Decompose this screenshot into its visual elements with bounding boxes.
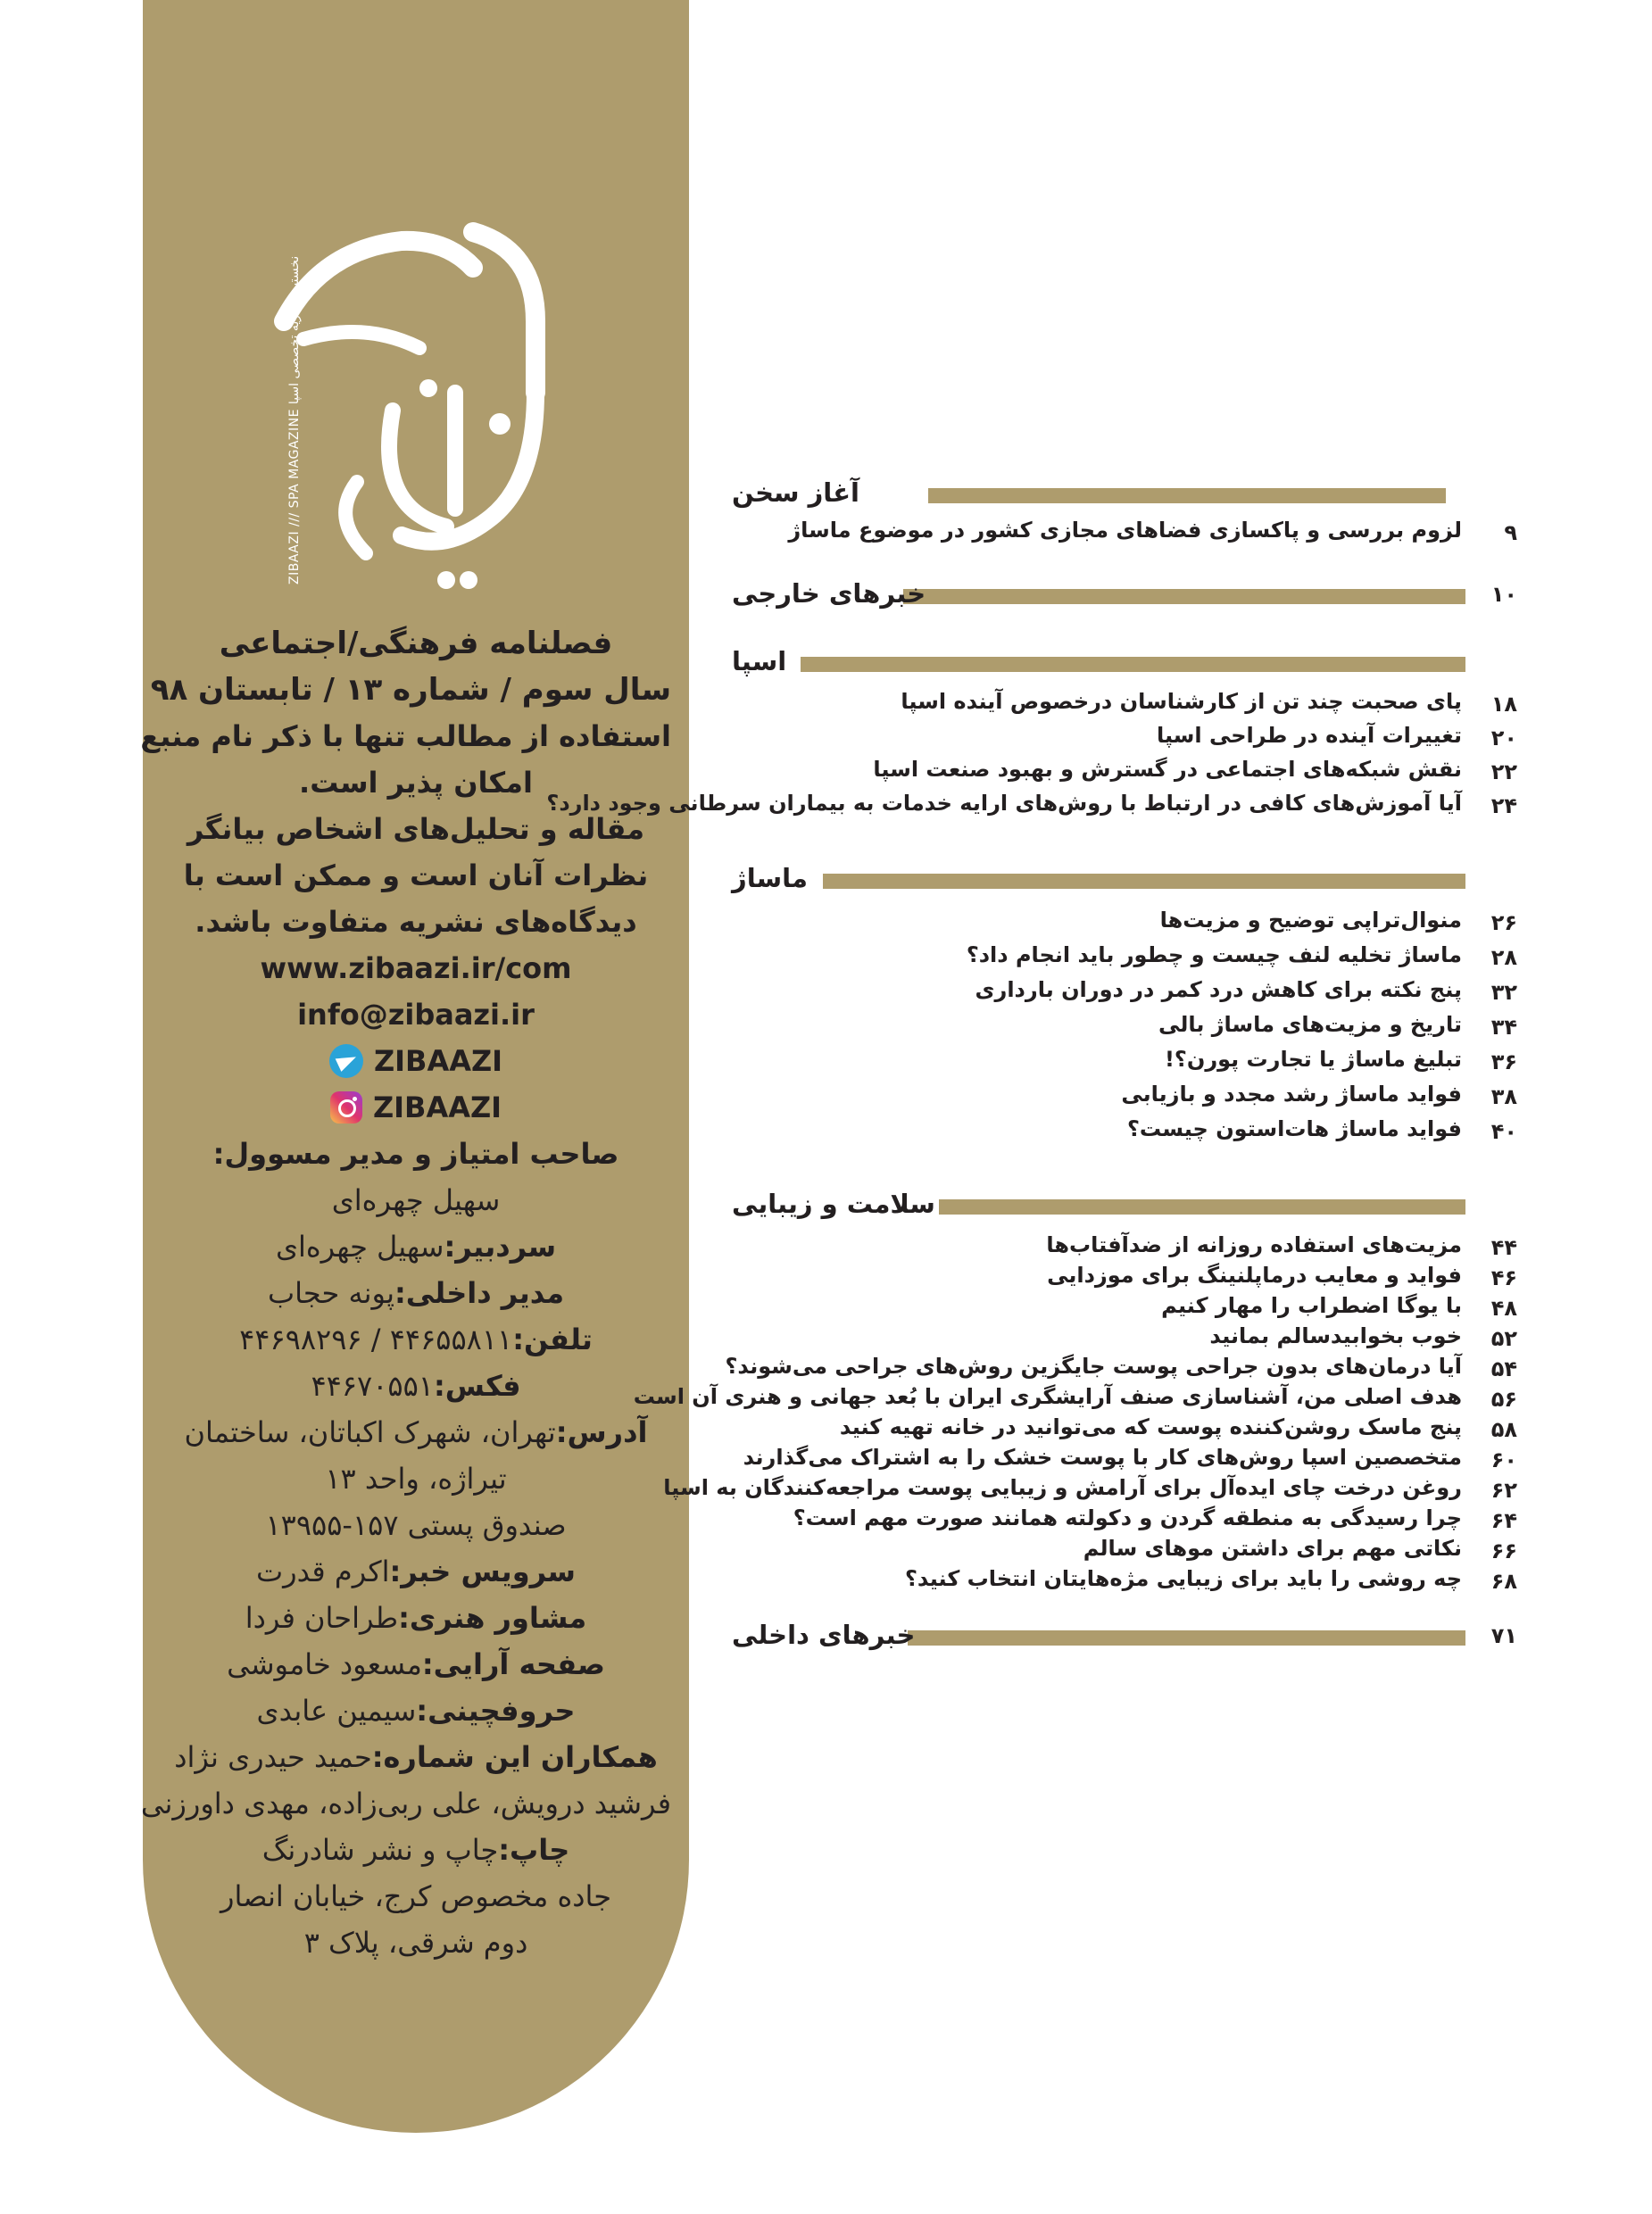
section-title: اسپا bbox=[732, 646, 787, 676]
toc-item[interactable] bbox=[546, 791, 1517, 823]
typeset-name: سیمین عابدی bbox=[256, 1694, 417, 1728]
layout-name: مسعود خاموشی bbox=[227, 1647, 422, 1681]
phone-label: تلفن: bbox=[512, 1323, 593, 1356]
address-value: تهران، شهرک اکباتان، ساختمان bbox=[184, 1415, 556, 1449]
fax-value: ۴۴۶۷۰۵۵۱ bbox=[311, 1369, 434, 1403]
section-bar bbox=[801, 657, 1465, 672]
toc-page-number: ۳۲ bbox=[1490, 980, 1517, 1005]
telegram-handle[interactable]: ZIBAAZI bbox=[373, 1044, 503, 1078]
info-disclaimer-line: مقاله و تحلیل‌های اشخاص بیانگر bbox=[187, 812, 645, 846]
toc-item[interactable] bbox=[732, 1293, 1517, 1325]
toc-item-title: نکاتی مهم برای داشتن موهای سالم bbox=[1083, 1536, 1462, 1561]
toc-section-spa[interactable] bbox=[732, 646, 1517, 682]
manager-label: مدیر داخلی: bbox=[394, 1276, 565, 1310]
contributors-line2: فرشید درویش، علی ربی‌زاده، مهدی داورزنی bbox=[140, 1787, 671, 1820]
print-line3: دوم شرقی، پلاک ۳ bbox=[303, 1926, 528, 1960]
section-bar bbox=[903, 589, 1465, 604]
section-title: سلامت و زیبایی bbox=[732, 1189, 935, 1219]
layout-label: صفحه آرایی: bbox=[421, 1647, 605, 1681]
toc-page-number: ۶۸ bbox=[1490, 1569, 1517, 1594]
toc-page-number: ۳۶ bbox=[1490, 1049, 1517, 1074]
section-bar bbox=[928, 488, 1446, 503]
section-bar bbox=[939, 1199, 1465, 1215]
toc-item-title: پنج نکته برای کاهش درد کمر در دوران بارداری bbox=[975, 977, 1462, 1002]
toc-page-number: ۲۴ bbox=[1490, 793, 1517, 818]
info-disclaimer-line: نظرات آنان است و ممکن است با bbox=[183, 858, 649, 892]
editor-label: سردبیر: bbox=[444, 1230, 557, 1264]
address-line2: تیراژه، واحد ۱۳ bbox=[325, 1462, 507, 1496]
toc-item-title: با یوگا اضطراب را مهار کنیم bbox=[1161, 1293, 1462, 1318]
news-name: اکرم قدرت bbox=[256, 1555, 390, 1588]
print-name: چاپ و نشر شادرنگ bbox=[261, 1833, 499, 1867]
owner-label: صاحب امتیاز و مدیر مسوول: bbox=[212, 1137, 619, 1171]
section-title: خبرهای داخلی bbox=[732, 1620, 916, 1650]
toc-item-title: لزوم بررسی و پاکسازی فضاهای مجازی کشور در موضوع ماساژ bbox=[788, 518, 1462, 543]
toc-page-number: ۳۴ bbox=[1490, 1015, 1517, 1040]
toc-item[interactable] bbox=[663, 1475, 1517, 1507]
news-label: سرویس خبر: bbox=[389, 1555, 576, 1588]
toc-item[interactable] bbox=[732, 1116, 1517, 1148]
toc-item-title: آیا درمان‌های بدون جراحی پوست جایگزین روش‌های جراحی می‌شوند؟ bbox=[725, 1354, 1462, 1379]
toc-page-number: ۵۸ bbox=[1490, 1417, 1517, 1442]
instagram-handle[interactable]: ZIBAAZI bbox=[372, 1090, 502, 1124]
toc-item[interactable] bbox=[732, 1232, 1517, 1265]
toc-section-health-beauty[interactable] bbox=[732, 1189, 1517, 1224]
website-link[interactable]: www.zibaazi.ir/com bbox=[260, 951, 572, 985]
toc-page-number: ۳۸ bbox=[1490, 1084, 1517, 1109]
toc-page-number: ۶۰ bbox=[1490, 1447, 1517, 1472]
toc-item[interactable] bbox=[732, 1445, 1517, 1477]
toc-item[interactable] bbox=[732, 1505, 1517, 1538]
toc-item[interactable] bbox=[732, 1414, 1517, 1447]
toc-item[interactable] bbox=[732, 1047, 1517, 1079]
toc-item[interactable] bbox=[732, 942, 1517, 974]
toc-item[interactable] bbox=[732, 1536, 1517, 1568]
instagram-row[interactable] bbox=[161, 1084, 671, 1131]
toc-item-title: مزیت‌های استفاده روزانه از ضدآفتاب‌ها bbox=[1046, 1232, 1462, 1257]
phone-value: ۴۴۶۵۵۸۱۱ / ۴۴۶۹۸۲۹۶ bbox=[239, 1323, 513, 1356]
toc-item[interactable] bbox=[732, 757, 1517, 789]
toc-item[interactable] bbox=[732, 1082, 1517, 1114]
telegram-row[interactable] bbox=[161, 1038, 671, 1084]
print-label: چاپ: bbox=[498, 1833, 570, 1867]
toc-page-number: ۴۴ bbox=[1490, 1235, 1517, 1260]
section-bar bbox=[823, 874, 1465, 889]
info-copyright-line: استفاده از مطالب تنها با ذکر نام منبع bbox=[140, 719, 671, 753]
toc-section-domestic-news[interactable] bbox=[732, 1620, 1517, 1655]
instagram-icon bbox=[330, 1091, 362, 1124]
print-line2: جاده مخصوص کرج، خیابان انصار bbox=[220, 1879, 611, 1913]
toc-page-number: ۲۲ bbox=[1490, 759, 1517, 784]
toc-item[interactable] bbox=[732, 723, 1517, 755]
toc-section-opening[interactable] bbox=[732, 477, 1517, 513]
toc-section-foreign-news[interactable] bbox=[732, 578, 1517, 614]
toc-item-title: پنج ماسک روشن‌کننده پوست که می‌توانید در خانه تهیه کنید bbox=[839, 1414, 1462, 1439]
toc-item[interactable] bbox=[732, 1012, 1517, 1044]
pobox: صندوق پستی ۱۵۷-۱۳۹۵۵ bbox=[265, 1508, 567, 1542]
contributors-label: همکاران این شماره: bbox=[371, 1740, 658, 1774]
toc-section-massage[interactable] bbox=[732, 863, 1517, 899]
toc-item-title: هدف اصلی من، آشناسازی صنف آرایشگری ایران با بُعد جهانی و هنری آن است bbox=[633, 1384, 1462, 1409]
editor-name: سهیل چهره‌ای bbox=[275, 1230, 444, 1264]
email-link[interactable]: info@zibaazi.ir bbox=[297, 998, 535, 1032]
toc-page-number: ۶۲ bbox=[1490, 1478, 1517, 1503]
toc-page-number: ۲۸ bbox=[1490, 945, 1517, 970]
section-title: خبرهای خارجی bbox=[732, 578, 926, 609]
toc-item-title: چرا رسیدگی به منطقه گردن و دکولته همانند صورت مهم است؟ bbox=[793, 1505, 1462, 1530]
toc-item[interactable] bbox=[732, 689, 1517, 721]
owner-name: سهیل چهره‌ای bbox=[331, 1183, 501, 1217]
toc-item-title: ماساژ تخلیه لنف چیست و چطور باید انجام داد؟ bbox=[966, 942, 1462, 967]
toc-item[interactable] bbox=[633, 1384, 1517, 1416]
toc-item[interactable] bbox=[732, 518, 1517, 550]
toc-item[interactable] bbox=[732, 1323, 1517, 1356]
toc-page-number: ۴۸ bbox=[1490, 1296, 1517, 1321]
manager-name: پونه حجاب bbox=[267, 1276, 394, 1310]
address-label: آدرس: bbox=[555, 1415, 648, 1449]
section-page-number: ۱۰ bbox=[1490, 582, 1517, 607]
section-page-number: ۷۱ bbox=[1490, 1623, 1517, 1648]
toc-item-title: خوب بخوابیدسالم بمانید bbox=[1209, 1323, 1462, 1348]
toc-item-title: فواید ماساژ هات‌استون چیست؟ bbox=[1127, 1116, 1462, 1141]
telegram-icon bbox=[329, 1044, 363, 1078]
toc-item[interactable] bbox=[725, 1354, 1517, 1386]
toc-item[interactable] bbox=[732, 977, 1517, 1009]
toc-page-number: ۱۸ bbox=[1490, 692, 1517, 717]
section-title: ماساژ bbox=[732, 863, 808, 893]
toc-page-number: ۴۶ bbox=[1490, 1265, 1517, 1290]
toc-item-title: تغییرات آینده در طراحی اسپا bbox=[1156, 723, 1462, 748]
toc-item-title: فواید ماساژ رشد مجدد و بازیابی bbox=[1121, 1082, 1462, 1107]
toc-item-title: تبلیغ ماساژ یا تجارت پورن؟! bbox=[1164, 1047, 1462, 1072]
toc-page-number: ۶۶ bbox=[1490, 1538, 1517, 1563]
info-copyright-line: امکان پذیر است. bbox=[299, 766, 533, 800]
art-label: مشاور هنری: bbox=[398, 1601, 587, 1635]
magazine-tagline: ZIBAAZI /// SPA MAGAZINE نخستین نشریه تخصصی اسپا bbox=[287, 255, 302, 585]
toc-item-title: متخصصین اسپا روش‌های کار با پوست خشک را به اشتراک می‌گذارند bbox=[743, 1445, 1462, 1470]
masthead-info bbox=[140, 620, 671, 1966]
toc-page-number: ۹ bbox=[1504, 520, 1517, 545]
toc-page-number: ۵۶ bbox=[1490, 1387, 1517, 1412]
toc-item-title: روغن درخت چای ایده‌آل برای آرامش و زیبایی پوست مراجعه‌کنندگان به اسپا bbox=[663, 1475, 1462, 1500]
toc-item-title: پای صحبت چند تن از کارشناسان درخصوص آینده اسپا bbox=[901, 689, 1462, 714]
toc-page-number: ۴۰ bbox=[1490, 1119, 1517, 1144]
section-title: آغاز سخن bbox=[732, 477, 859, 508]
toc-page-number: ۲۰ bbox=[1490, 726, 1517, 750]
info-disclaimer-line: دیدگاه‌های نشریه متفاوت باشد. bbox=[195, 905, 637, 939]
fax-label: فکس: bbox=[433, 1369, 521, 1403]
section-bar bbox=[908, 1630, 1465, 1646]
typeset-label: حروفچینی: bbox=[416, 1694, 576, 1728]
art-name: طراحان فردا bbox=[245, 1601, 399, 1635]
toc-page-number: ۵۲ bbox=[1490, 1326, 1517, 1351]
info-periodical-type: فصلنامه فرهنگی/اجتماعی bbox=[219, 626, 613, 661]
toc-item-title: تاریخ و مزیت‌های ماساژ بالی bbox=[1158, 1012, 1462, 1037]
toc-page-number: ۵۴ bbox=[1490, 1356, 1517, 1381]
toc-item-title: آیا آموزش‌های کافی در ارتباط با روش‌های ارایه خدمات به بیماران سرطانی وجود دارد؟ bbox=[546, 791, 1462, 816]
toc-page-number: ۶۴ bbox=[1490, 1508, 1517, 1533]
toc-item-title: چه روشی را باید برای زیبایی مژه‌هایتان انتخاب کنید؟ bbox=[904, 1566, 1462, 1591]
toc-item-title: فواید و معایب درماپلنینگ برای موزدایی bbox=[1047, 1263, 1462, 1288]
toc-page-number: ۲۶ bbox=[1490, 910, 1517, 935]
toc-item[interactable] bbox=[732, 1263, 1517, 1295]
toc-item[interactable] bbox=[732, 908, 1517, 940]
toc-item-title: منوال‌تراپی توضیح و مزیت‌ها bbox=[1159, 908, 1462, 933]
toc-item[interactable] bbox=[732, 1566, 1517, 1598]
info-issue: سال سوم / شماره ۱۳ / تابستان ۹۸ bbox=[150, 672, 671, 708]
toc-item-title: نقش شبکه‌های اجتماعی در گسترش و بهبود صنعت اسپا bbox=[873, 757, 1462, 782]
contributors-name: حمید حیدری نژاد bbox=[174, 1740, 372, 1774]
